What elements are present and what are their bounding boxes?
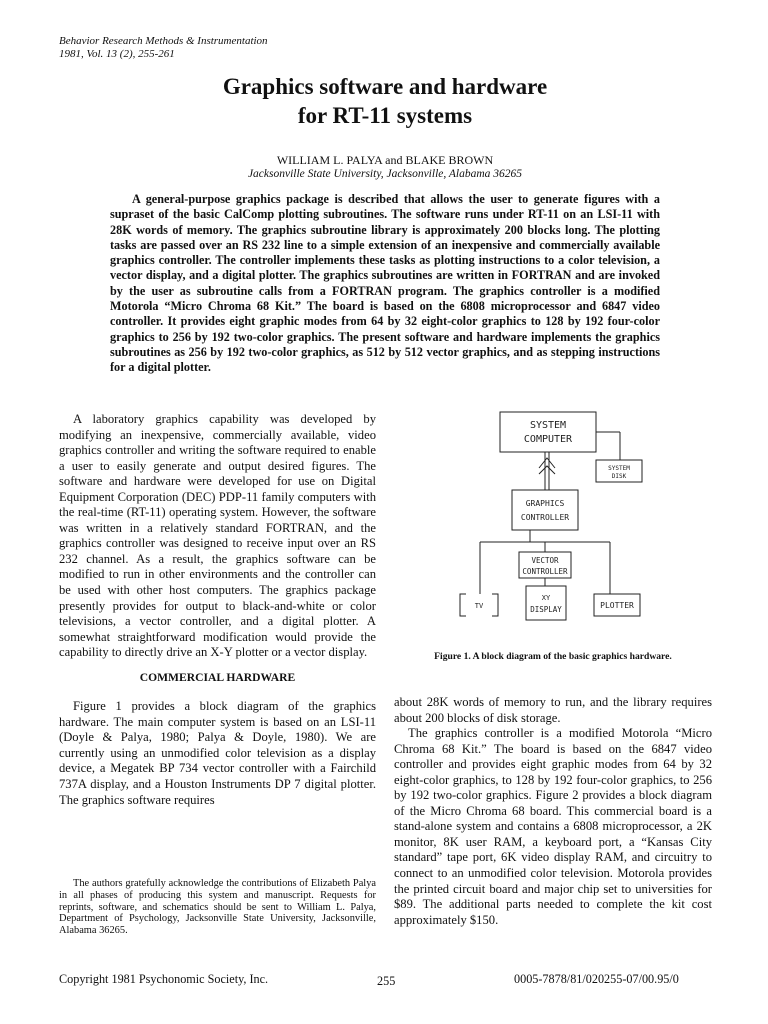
figure-caption: Figure 1. A block diagram of the basic graphics hardware. xyxy=(434,651,672,662)
hardware-paragraph: Figure 1 provides a block diagram of the graphics hardware. The main computer system is based on an LSI-11 (Doyle & Palya, 1980; Palya & Doyle, 1980). We are currently using an unmodified color television as a display device, a Megatek BP 734 vector controller with a Fairchild 737A display, and a Houston Instruments DP 7 digital plotter. The graphics software requires xyxy=(59,699,376,807)
system-computer-label-2: COMPUTER xyxy=(523,434,573,445)
abstract: A general-purpose graphics package is described that allows the user to generate figures with a supraset of the basic CalComp plotting subroutines. The software runs under RT-11 on an LSI-11 with 28K words of memory. The graphics subroutine library is approximately 200 blocks long. The plotting tasks are passed over an RS 232 line to a simple extension of an inexpensive and commercially available graphics controller. The controller implements these tasks as plotting instructions to a color television, a vector display, and a digital plotter. The graphics subroutines are written in FORTRAN and are invoked by the user as subroutine calls from a FORTRAN program. The graphics controller is a modified Motorola “Micro Chroma 68 Kit.” The board is based on the 6808 microprocessor and 6847 video controller. It provides eight graphic modes from 64 by 32 eight-color graphics to 128 by 192 four-color graphics to 256 by 192 two-color graphics. The present software and hardware implements the graphics subroutines as 256 by 192 two-color graphics, as 512 by 512 vector graphics, and as stepping instructions for a digital plotter. xyxy=(110,192,660,375)
authors: WILLIAM L. PALYA and BLAKE BROWN xyxy=(276,153,494,167)
tv-bracket-right xyxy=(492,594,498,616)
xy-display-box xyxy=(526,586,566,620)
journal-name: Behavior Research Methods & Instrumentation xyxy=(59,35,268,47)
block-diagram xyxy=(430,408,690,640)
right-column xyxy=(394,695,712,928)
graphics-controller-label-2: CONTROLLER xyxy=(520,513,570,522)
bus-arrow-up-2 xyxy=(539,466,555,474)
title-line-1: Graphics software and hardware xyxy=(222,74,548,99)
system-computer-box xyxy=(500,412,596,452)
article-code: 0005-7878/81/020255-07/00.95/0 xyxy=(514,972,679,986)
system-disk-label-2: DISK xyxy=(611,473,627,480)
vector-controller-label-1: VECTOR xyxy=(531,556,559,565)
block-diagram-figure xyxy=(430,408,690,640)
graphics-controller-box xyxy=(512,490,578,530)
plotter-label: PLOTTER xyxy=(600,601,634,610)
footnote: The authors gratefully acknowledge the contributions of Elizabeth Palya in all phases of producing this system and manuscript. Requests for reprints, software, and schematics should be sent to William L. Palya, Department of Psychology, Jacksonville State University, Jacksonville, Alabama 36265. xyxy=(59,878,376,937)
graphics-controller-label-1: GRAPHICS xyxy=(525,499,565,508)
controller-paragraph: The graphics controller is a modified Motorola “Micro Chroma 68 Kit.” The board is based on the 6847 video controller and provides eight graphic modes from 64 by 32 eight-color graphics, to 128 by 192 four-color graphics, to 256 by 192 two-color graphics. Figure 2 provides a block diagram of the Micro Chroma 68 board. This commercial board is a stand-alone system and contains a 6808 microprocessor, a 2K monitor, 8K user RAM, a keyboard port, a “Kansas City standard” tape port, 6K video display RAM, and circuitry to connect to an unmodified color television. Motorola provides the printed circuit board and major chip set to universities for $89. The additional parts needed to complete the kit cost approximately $150. xyxy=(394,726,712,927)
copyright: Copyright 1981 Psychonomic Society, Inc. xyxy=(59,972,269,986)
affiliation: Jacksonville State University, Jacksonville, Alabama 36265 xyxy=(247,168,523,180)
system-disk-label-1: SYSTEM xyxy=(608,465,630,472)
xy-display-label-1: XY xyxy=(541,594,551,602)
vector-controller-label-2: CONTROLLER xyxy=(522,567,568,576)
tv-label: TV xyxy=(474,602,484,610)
tv-bracket-left xyxy=(460,594,466,616)
journal-header xyxy=(59,35,268,61)
continuation-paragraph: about 28K words of memory to run, and the library requires about 200 blocks of disk storage. xyxy=(394,695,712,725)
system-computer-label-1: SYSTEM xyxy=(529,420,567,431)
page-number: 255 xyxy=(377,974,396,988)
left-column xyxy=(59,412,376,808)
section-heading: COMMERCIAL HARDWARE xyxy=(139,670,296,684)
intro-paragraph: A laboratory graphics capability was developed by modifying an inexpensive, commercially available, video graphics controller and writing the software required to enable a user to easily generate and output desired figures. The software and hardware were developed for use on Digital Equipment Corporation (DEC) PDP-11 family computers with the real-time (RT-11) operating system. However, the software was written in a relatively standard FORTRAN, and the graphics controller was designed to receive input over an RS 232 channel. As a result, the graphics software can be modified to run in other environments and the controller can be used with other host computers. The graphics package presently provides for output to black-and-white or color televisions, a vector controller, and a digital plotter. A somewhat straightforward modification would provide the capability to directly drive an X-Y plotter or a vector display. xyxy=(59,412,376,660)
journal-citation: 1981, Vol. 13 (2), 255-261 xyxy=(59,48,175,60)
paper-title xyxy=(120,72,650,130)
title-line-2: for RT-11 systems xyxy=(297,103,473,128)
xy-display-label-2: DISPLAY xyxy=(530,605,562,614)
